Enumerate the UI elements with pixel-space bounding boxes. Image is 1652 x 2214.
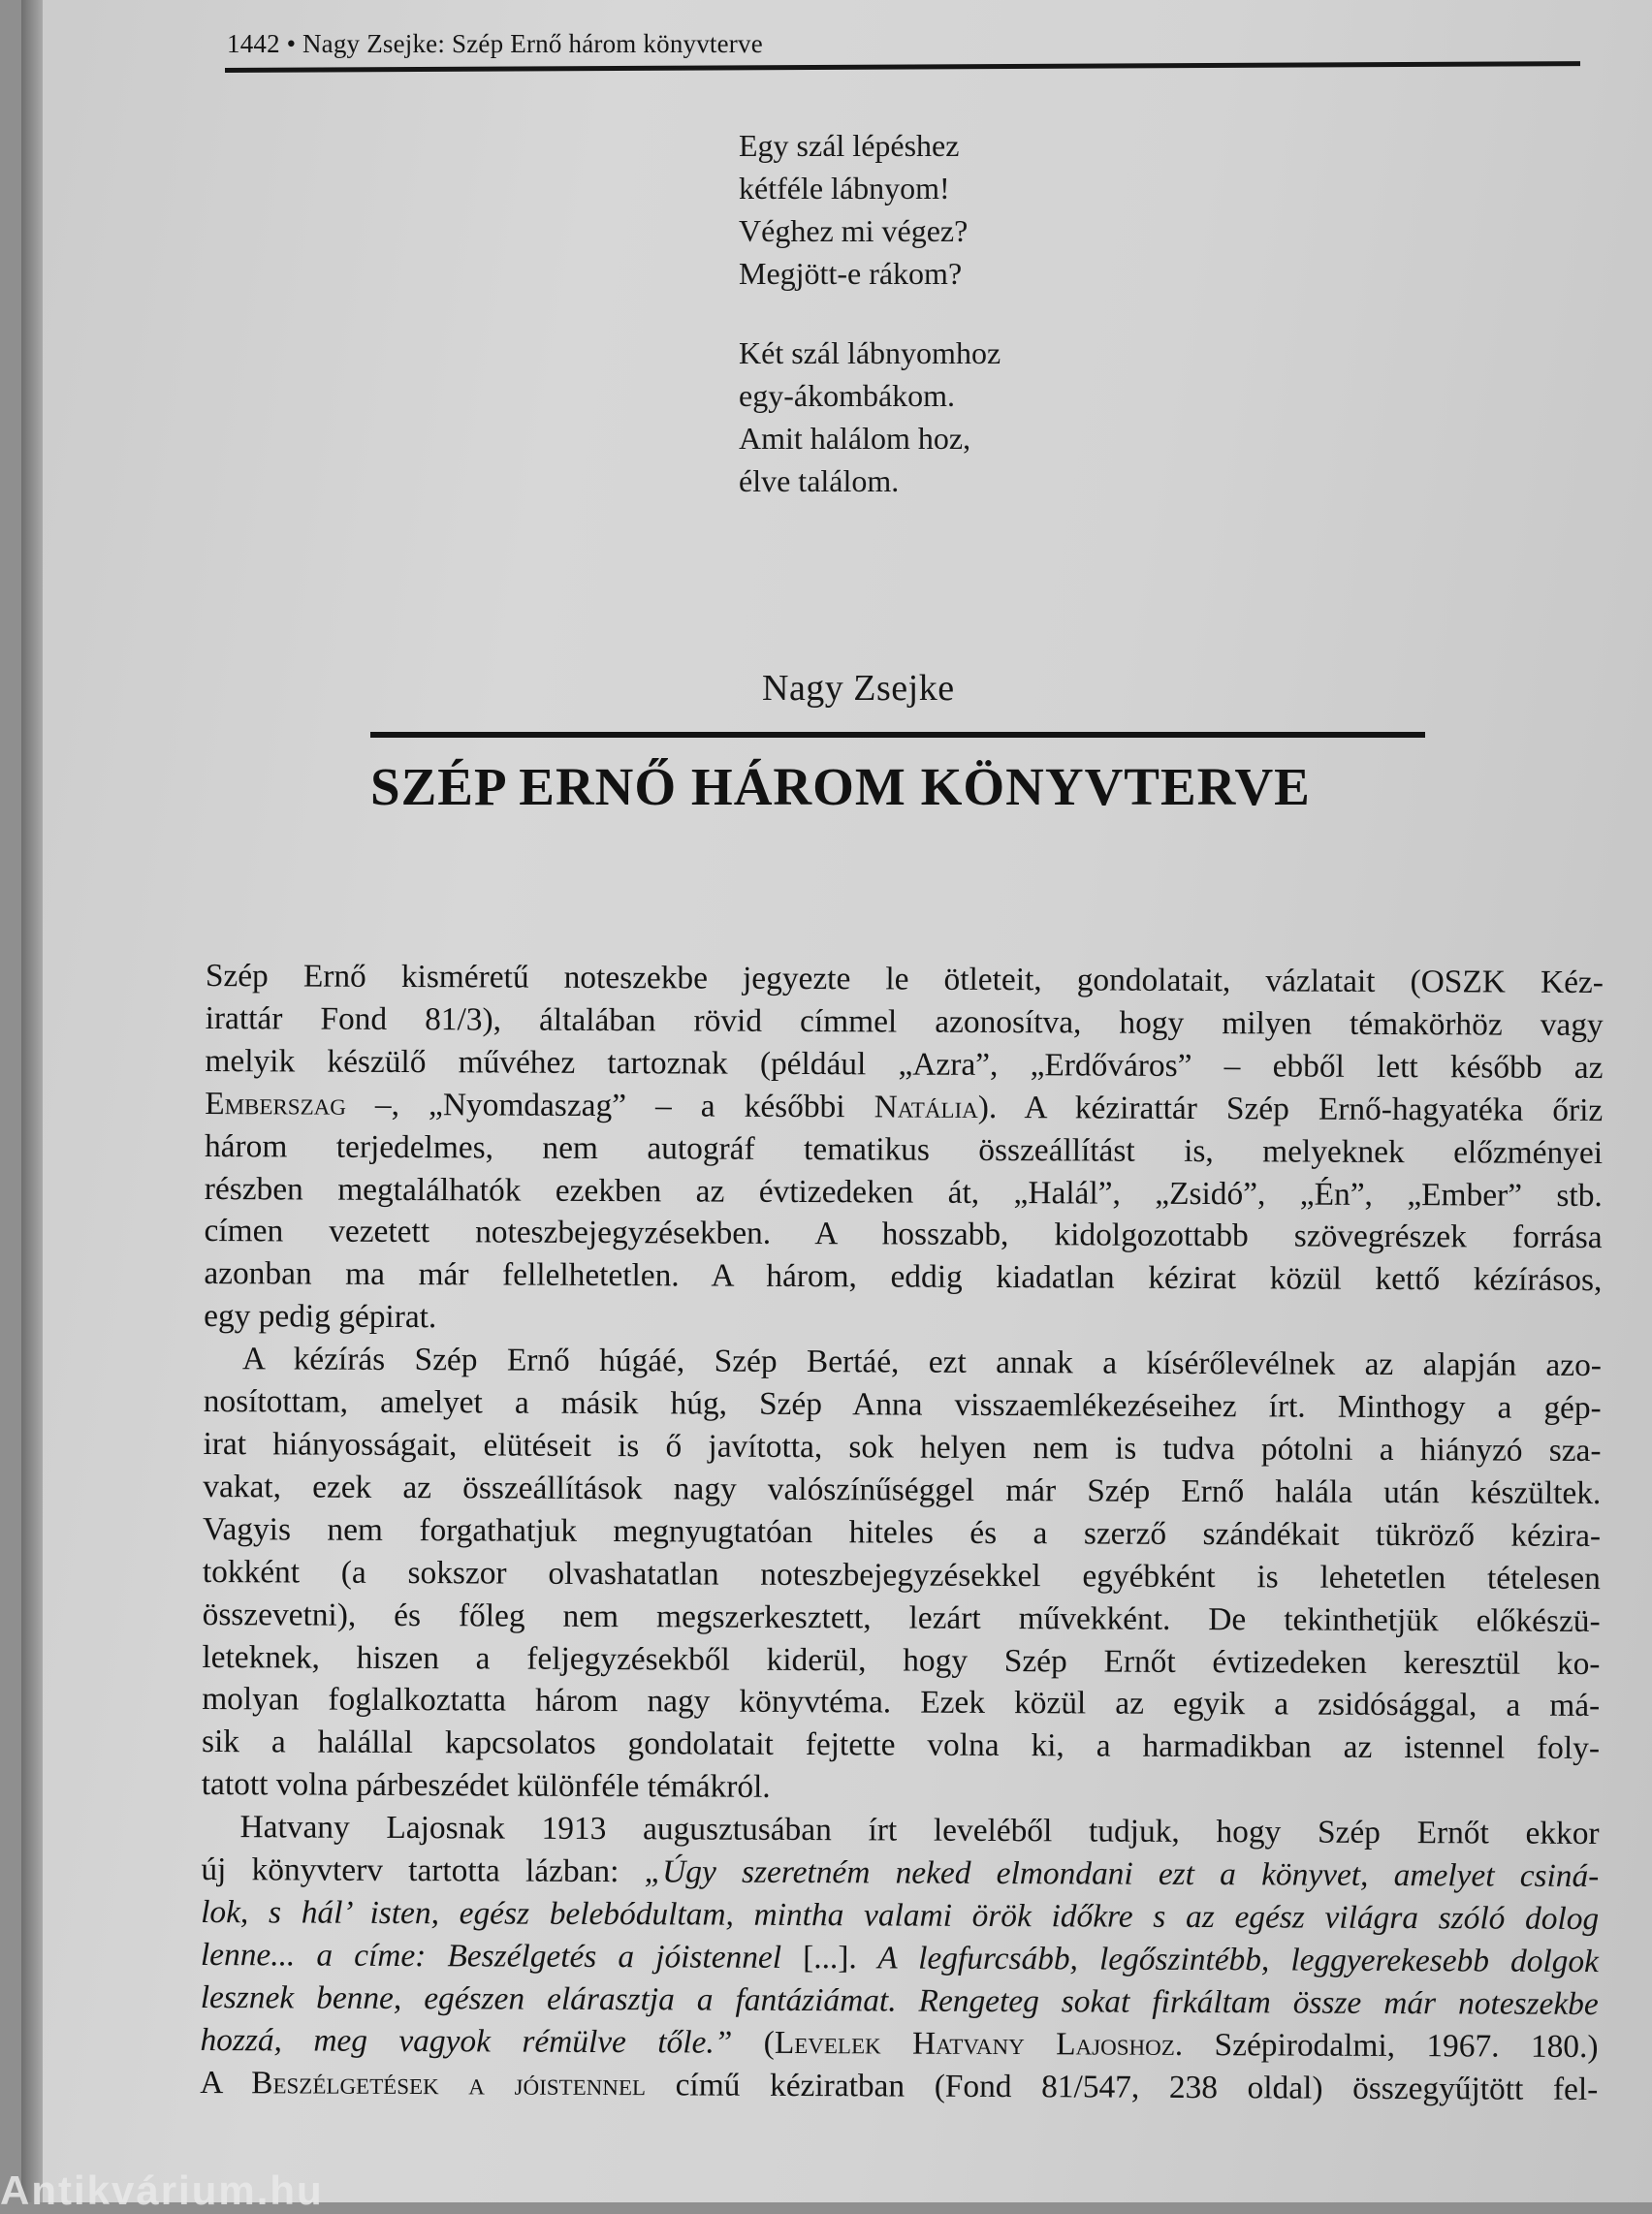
book-page <box>21 0 1652 2202</box>
text-line: nosítottam, amelyet a másik húg, Szép Anna visszaemlékezéseihez írt. Minthogy a gép- <box>203 1383 1602 1427</box>
article-body <box>200 955 1604 2111</box>
page-number: 1442 <box>227 29 280 58</box>
citation-title: Levelek Hatvany Lajoshoz. <box>774 2024 1184 2063</box>
text-line: Emberszag –, „Nyomdaszag” – a későbbi Natália). A kézirattár Szép Ernő-hagyatéka őriz <box>205 1085 1604 1128</box>
text-line: melyik készülő művéhez tartoznak (például „Azra”, „Erdőváros” – ebből lett később az <box>205 1042 1604 1086</box>
poem-line: Egy szál lépéshez <box>739 128 960 163</box>
text-line: Szép Ernő kisméretű noteszekbe jegyezte le ötleteit, gondolatait, vázlatait (OSZK Kéz- <box>205 957 1604 1001</box>
article-author: Nagy Zsejke <box>762 668 955 709</box>
text-line <box>200 2019 1598 2069</box>
text-line: Vagyis nem forgathatjuk megnyugtatóan hiteles és a szerző szándékait tükröző kézira- <box>203 1510 1602 1554</box>
text-line: összevetni), és főleg nem megszerkesztett, lezárt művekként. De tekinthetjük előkészü- <box>202 1596 1601 1639</box>
poem-line: Két szál lábnyomhoz <box>739 335 1001 370</box>
running-head <box>227 29 1594 59</box>
text-line: leteknek, hiszen a feljegyzésekből kiderül, hogy Szép Ernőt évtizedeken keresztül ko- <box>202 1638 1601 1682</box>
text-line: tokként (a sokszor olvashatatlan noteszbejegyzésekkel egyébként is lehetetlen tételesen <box>202 1553 1601 1597</box>
poem-line: élve találom. <box>739 463 900 498</box>
title-rule <box>370 732 1425 738</box>
poem-line: Véghez mi végez? <box>739 213 969 248</box>
paragraph-1 <box>204 955 1604 1344</box>
text-run: ( <box>732 2024 775 2061</box>
poem-line: kétféle lábnyom! <box>739 171 950 206</box>
paragraph-3 <box>200 1806 1599 2110</box>
poem-line: Amit halálom hoz, <box>739 421 971 456</box>
running-head-rule <box>225 61 1580 73</box>
text-line: három terjedelmes, nem autográf tematikus összeállítást is, melyeknek előzményei <box>204 1127 1604 1171</box>
page-binding-edge <box>21 0 43 2202</box>
quote-text: hozzá, meg vagyok rémülve tőle.” <box>200 2021 733 2061</box>
text-line: irat hiányosságait, elütéseit is ő javította, sok helyen nem is tudva pótolni a hiányzó sza- <box>203 1425 1602 1470</box>
quote-text: lenne... a címe: Beszélgetés a jóistennel <box>200 1936 804 1976</box>
article-title: SZÉP ERNŐ HÁROM KÖNYVTERVE <box>370 757 1311 816</box>
text-line: sik a halállal kapcsolatos gondolatait fejtette volna ki, a harmadikban az istennel foly- <box>201 1724 1601 1767</box>
text-run: Szépirodalmi, 1967. 180.) <box>1183 2026 1599 2065</box>
work-title: Emberszag <box>205 1085 346 1123</box>
text-run: című kéziratban (Fond 81/547, 238 oldal) összegyűjtött fel- <box>645 2066 1599 2107</box>
poem-stanza-2 <box>739 332 1243 502</box>
ellipsis-mark: [...]. <box>803 1939 857 1977</box>
quote-line <box>201 1934 1599 1983</box>
text-line: egy pedig gépirat. <box>204 1298 437 1336</box>
text-run: A <box>200 2064 252 2101</box>
text-line: A kézírás Szép Ernő húgáé, Szép Bertáé, ezt annak a kísérőlevélnek az alapján azo- <box>241 1341 1603 1384</box>
text-line <box>201 1849 1599 1898</box>
text-line: molyan foglalkoztatta három nagy könyvtéma. Ezek közül az egyik a zsidósággal, a má- <box>202 1681 1601 1724</box>
work-title: Beszélgetések a jóistennel <box>251 2064 647 2103</box>
running-head-text: Nagy Zsejke: Szép Ernő három könyvterve <box>302 29 763 58</box>
poem-stanza-1 <box>739 124 1243 295</box>
running-head-bullet: • <box>286 29 297 58</box>
text-line: részben megtalálhatók ezekben az évtizedeken át, „Halál”, „Zsidó”, „Én”, „Ember” stb. <box>204 1170 1603 1214</box>
text-line: címen vezetett noteszbejegyzésekben. A hosszabb, kidolgozottabb szövegrészek forrása <box>204 1213 1603 1256</box>
quote-line: lesznek benne, egészen elárasztja a fantáziámat. Rengeteg sokat firkáltam össze már noteszekbe <box>200 1978 1599 2022</box>
text-line: vakat, ezek az összeállítások nagy valószínűséggel már Szép Ernő halála után készültek. <box>203 1468 1602 1511</box>
quote-text: „Úgy szeretném neked elmondani ezt a könyvet, amelyet csiná- <box>644 1853 1600 1895</box>
quote-text: A legfurcsább, legőszintébb, leggyerekesebb dolgok <box>856 1940 1600 1979</box>
work-title: Natália <box>874 1089 978 1125</box>
text-line: azonban ma már fellelhetetlen. A három, eddig kiadatlan kézirat közül kettő kézírásos, <box>204 1255 1603 1299</box>
text-line: irattár Fond 81/3), általában rövid címmel azonosítva, hogy milyen témakörhöz vagy <box>205 999 1604 1043</box>
quote-line: lok, s hál’ isten, egész belebódultam, mintha valami örök időkre s az egész világra szóló dolog <box>201 1893 1600 1937</box>
text-line <box>200 2062 1598 2111</box>
poem-line: Megjött-e rákom? <box>739 256 963 291</box>
poem <box>739 124 1243 539</box>
watermark-text: Antikvárium.hu <box>0 2167 324 2213</box>
text-line: tatott volna párbeszédet különféle témákról. <box>201 1766 771 1806</box>
text-run: új könyvterv tartotta lázban: <box>201 1851 645 1890</box>
poem-line: egy-ákombákom. <box>739 378 956 413</box>
paragraph-2 <box>202 1338 1602 1813</box>
text-line: Hatvany Lajosnak 1913 augusztusában írt leveléből tudjuk, hogy Szép Ernőt ekkor <box>239 1809 1600 1852</box>
